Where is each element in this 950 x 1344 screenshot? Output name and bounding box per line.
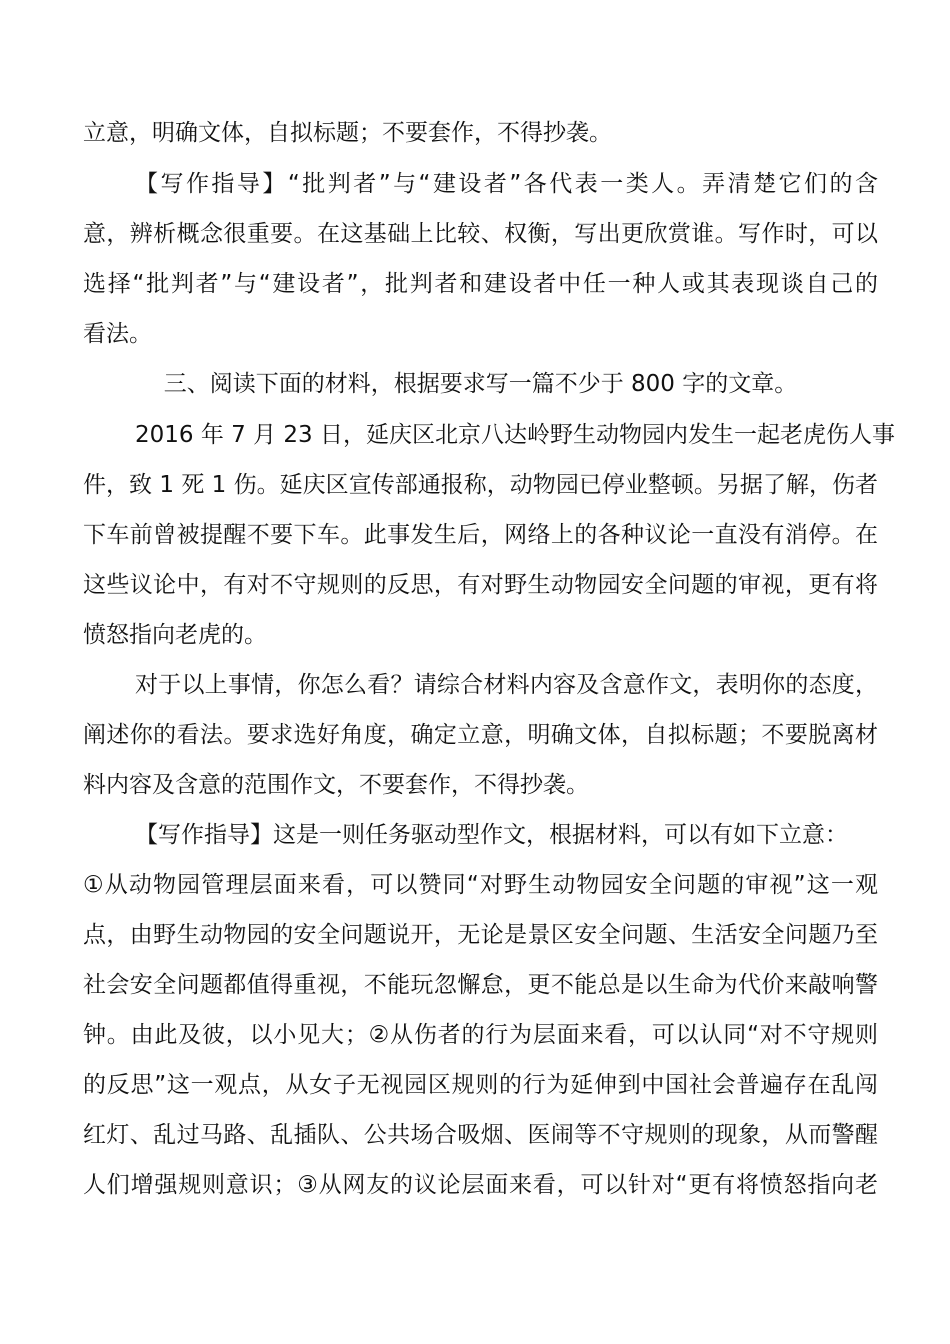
text-line: 下车前曾被提醒不要下车。此事发生后，网络上的各种议论一直没有消停。在 [83, 522, 878, 548]
text-line: 阐述你的看法。要求选好角度，确定立意，明确文体，自拟标题；不要脱离材 [83, 722, 878, 748]
text-line: 立意，明确文体，自拟标题；不要套作，不得抄袭。 [83, 120, 612, 146]
text-line: 点，由野生动物园的安全问题说开，无论是景区安全问题、生活安全问题乃至 [83, 922, 878, 948]
text-line: 对于以上事情，你怎么看？请综合材料内容及含意作文，表明你的态度， [135, 672, 878, 698]
paragraph-material [83, 410, 895, 660]
text-line: 【写作指导】这是一则任务驱动型作文，根据材料，可以有如下立意： [135, 822, 848, 848]
text-line: ①从动物园管理层面来看，可以赞同“对野生动物园安全问题的审视”这一观 [83, 872, 878, 898]
text-line: 件，致 1 死 1 伤。延庆区宣传部通报称，动物园已停业整顿。另据了解，伤者 [83, 472, 878, 498]
text-line: 选择“批判者”与“建设者”，批判者和建设者中任一种人或其表现谈自己的 [83, 271, 878, 297]
text-line: 愤怒指向老虎的。 [83, 622, 267, 648]
paragraph-task-requirements [83, 660, 878, 810]
text-line: 人们增强规则意识；③从网友的议论层面来看，可以针对“更有将愤怒指向老 [83, 1172, 878, 1198]
text-line: 钟。由此及彼，以小见大；②从伤者的行为层面来看，可以认同“对不守规则 [83, 1022, 878, 1048]
text-line: 意，辨析概念很重要。在这基础上比较、权衡，写出更欣赏谁。写作时，可以 [83, 221, 878, 247]
text-line: 的反思”这一观点，从女子无视园区规则的行为延伸到中国社会普遍存在乱闯 [83, 1072, 878, 1098]
text-line: 红灯、乱过马路、乱插队、公共场合吸烟、医闹等不守规则的现象，从而警醒 [83, 1122, 878, 1148]
paragraph-requirements-tail [83, 108, 878, 158]
text-line: 看法。 [83, 321, 152, 347]
paragraph-writing-guide-1 [83, 159, 878, 359]
section-three-heading [83, 359, 878, 409]
text-line: 社会安全问题都值得重视，不能玩忽懈怠，更不能总是以生命为代价来敲响警 [83, 972, 878, 998]
text-line: 2016 年 7 月 23 日，延庆区北京八达岭野生动物园内发生一起老虎伤人事 [135, 422, 895, 448]
paragraph-writing-guide-2 [83, 810, 878, 1210]
text-line: 这些议论中，有对不守规则的反思，有对野生动物园安全问题的审视，更有将 [83, 572, 878, 598]
section-heading: 三、阅读下面的材料，根据要求写一篇不少于 800 字的文章。 [163, 371, 798, 397]
text-line: 料内容及含意的范围作文，不要套作，不得抄袭。 [83, 772, 589, 798]
text-line: 【写作指导】“批判者”与“建设者”各代表一类人。弄清楚它们的含 [135, 171, 878, 197]
